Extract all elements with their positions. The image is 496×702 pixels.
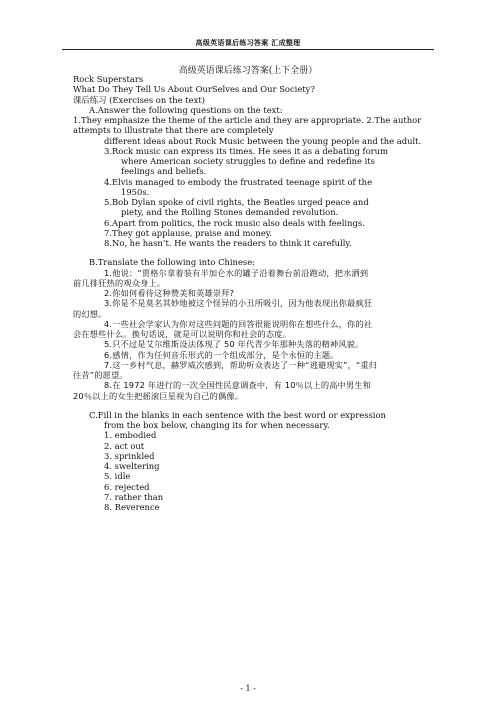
- fill-blank-answer: 2. act out: [104, 440, 145, 451]
- fill-blank-answer: 1. embodied: [104, 430, 157, 441]
- answer-line: 3.Rock music can express its times. He sees it as a debating forum: [104, 145, 389, 156]
- translation-line: 2.你如何看待这种赞美和英雄崇拜?: [104, 288, 235, 298]
- section-b-heading: B.Translate the following into Chinese:: [89, 257, 255, 268]
- answer-line: 6.Apart from politics, the rock music also deals with feelings.: [104, 217, 365, 228]
- answer-line: piety, and the Rolling Stones demanded revolution.: [121, 207, 339, 218]
- answer-line: feelings and beliefs.: [121, 166, 207, 177]
- answer-line: where American society struggles to define and redefine its: [121, 156, 375, 166]
- translation-line: 20％以上的女生把摇滚巨星视为自己的偶像。: [73, 390, 244, 401]
- translation-line: 的幻想。: [73, 308, 107, 319]
- fill-blank-answer: 5. idle: [104, 471, 131, 482]
- translation-line: 7.这一乡村气息，赫罗威次感到，帮助听众表达了一种“逃避现实”，“重归: [104, 359, 378, 370]
- page-header: 高级英语课后练习答案 汇成整理: [195, 38, 301, 47]
- fill-blank-answer: 4. sweltering: [104, 461, 160, 471]
- answer-line: 1950s.: [121, 186, 150, 197]
- fill-blank-answer: 8. Reverence: [104, 502, 160, 512]
- answer-line: different ideas about Rock Music between the young people and the adult.: [104, 135, 422, 146]
- text-line: 课后练习 (Exercises on the text): [73, 94, 205, 105]
- answer-line: 4.Elvis managed to embody the frustrated teenage spirit of the: [104, 176, 373, 187]
- fill-blank-answer: 6. rejected: [104, 481, 150, 492]
- translation-line: 会在想些什么。换句话说，就是可以说明你和社会的态度。: [73, 329, 292, 339]
- page-number: - 1 -: [240, 684, 256, 693]
- translation-line: 1.他说：“贾格尔拿着装有半加仑水的罐子沿着舞台前沿跑动，把水洒到: [104, 267, 369, 278]
- answer-line: 8.No, he hasn’t. He wants the readers to think it carefully.: [104, 238, 352, 248]
- answer-line: 5.Bob Dylan spoke of civil rights, the Beatles urged peace and: [104, 197, 369, 207]
- section-a-heading: A.Answer the following questions on the text:: [89, 104, 283, 115]
- document-title: 高级英语课后练习答案(上下全册）: [178, 66, 318, 76]
- header-divider: [62, 49, 434, 50]
- answer-line: 7.They got applause, praise and money.: [104, 227, 273, 238]
- translation-line: 5.只不过是艾尔维斯设法体现了 50 年代青少年那种失落的精神风貌。: [104, 339, 364, 350]
- answer-line: attempts to illustrate that there are completely: [73, 125, 274, 136]
- fill-blank-answer: 3. sprinkled: [104, 450, 155, 461]
- translation-line: 4.一些社会学家认为你对这些问题的回答很能说明你在想些什么，你的社: [104, 318, 373, 329]
- text-line: What Do They Tell Us About OurSelves and Our Society?: [73, 84, 315, 95]
- section-c-heading: C.Fill in the blanks in each sentence with the best word or expression: [89, 409, 386, 420]
- translation-line: 8.在 1972 年进行的一次全国性民意调查中，有 10％以上的高中男生和: [104, 380, 372, 391]
- fill-blank-answer: 7. rather than: [104, 491, 164, 502]
- translation-line: 3.你是不是莫名其妙地被这个怪异的小丑所吸引，因为他表现出你最疯狂: [104, 298, 373, 309]
- section-c-heading-cont: from the box below, changing its for when necessary.: [104, 420, 330, 430]
- translation-line: 前几排狂热的观众身上。: [73, 277, 166, 288]
- translation-line: 往昔”的愿望。: [73, 370, 128, 380]
- translation-line: 6.感情，作为任何音乐形式的一个组成部分，是个永恒的主题。: [104, 349, 339, 360]
- text-line: Rock Superstars: [73, 74, 144, 84]
- answer-line: 1.They emphasize the theme of the article and they are appropriate. 2.The author: [73, 115, 422, 125]
- document-body: [73, 74, 433, 512]
